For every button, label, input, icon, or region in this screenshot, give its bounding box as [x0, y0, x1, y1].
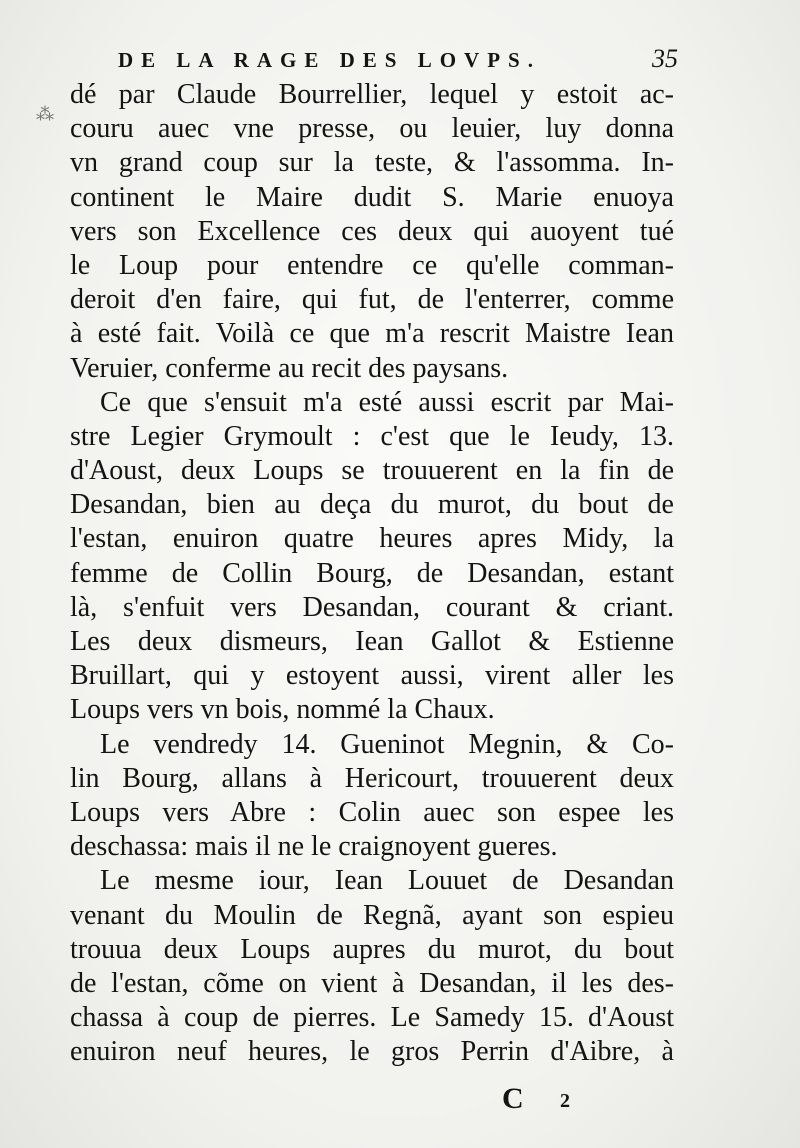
text-line: Le mesme iour, Iean Louuet de Desandan [100, 865, 674, 897]
text-line: Loups vers Abre : Colin auec son espee les [70, 796, 674, 828]
text-line: deschassa: mais il ne le craignoyent gueres. [70, 831, 558, 863]
text-line: couru auec vne presse, ou leuier, luy donna [70, 113, 674, 145]
text-line: stre Legier Grymoult : c'est que le Ieudy, 13. [70, 420, 674, 452]
text-line: le Loup pour entendre ce qu'elle comman- [70, 249, 674, 281]
text-line: lin Bourg, allans à Hericourt, trouuerent deux [70, 762, 674, 794]
text-line: Desandan, bien au deça du murot, du bout de [70, 489, 674, 521]
text-line: enuiron neuf heures, le gros Perrin d'Aibre, à [70, 1036, 674, 1068]
page-number: 35 [652, 44, 678, 73]
text-line: chassa à coup de pierres. Le Samedy 15. d'Aoust [70, 1002, 674, 1034]
signature-number: 2 [560, 1090, 570, 1112]
body-text [70, 78, 674, 1069]
text-line: vn grand coup sur la teste, & l'assomma. In- [70, 147, 674, 179]
text-line: Loups vers vn bois, nommé la Chaux. [70, 694, 495, 726]
text-line: femme de Collin Bourg, de Desandan, estant [70, 557, 674, 589]
text-line: vers son Excellence ces deux qui auoyent tué [70, 215, 674, 247]
text-line: Le vendredy 14. Gueninot Megnin, & Co- [100, 728, 674, 760]
signature-letter: C [502, 1082, 524, 1115]
running-head [118, 44, 678, 78]
text-line: dé par Claude Bourrellier, lequel y estoit ac- [70, 79, 674, 110]
text-line: là, s'enfuit vers Desandan, courant & criant. [70, 591, 674, 623]
text-line: Ce que s'ensuit m'a esté aussi escrit par Mai- [100, 386, 674, 418]
text-line: à esté fait. Voilà ce que m'a rescrit Maistre Iean [70, 318, 674, 350]
running-title: DE LA RAGE DES LOVPS. [118, 48, 541, 72]
text-line: de l'estan, cõme on vient à Desandan, il les des- [70, 967, 674, 999]
text-line: venant du Moulin de Regnã, ayant son espieu [70, 899, 674, 931]
text-line: deroit d'en faire, qui fut, de l'enterrer, comme [70, 284, 674, 316]
text-line: Bruillart, qui y estoyent aussi, virent aller les [70, 660, 674, 692]
text-line: Veruier, conferme au recit des paysans. [70, 352, 509, 384]
text-line: Les deux dismeurs, Iean Gallot & Estienne [70, 626, 674, 657]
signature-mark [0, 1082, 800, 1122]
text-line: continent le Maire dudit S. Marie enuoya [70, 181, 674, 213]
text-line: l'estan, enuiron quatre heures apres Midy, la [70, 523, 674, 555]
margin-mark: ⁂ [36, 104, 54, 125]
text-line: d'Aoust, deux Loups se trouuerent en la fin de [70, 455, 674, 487]
text-line: trouua deux Loups aupres du murot, du bout [70, 933, 674, 965]
